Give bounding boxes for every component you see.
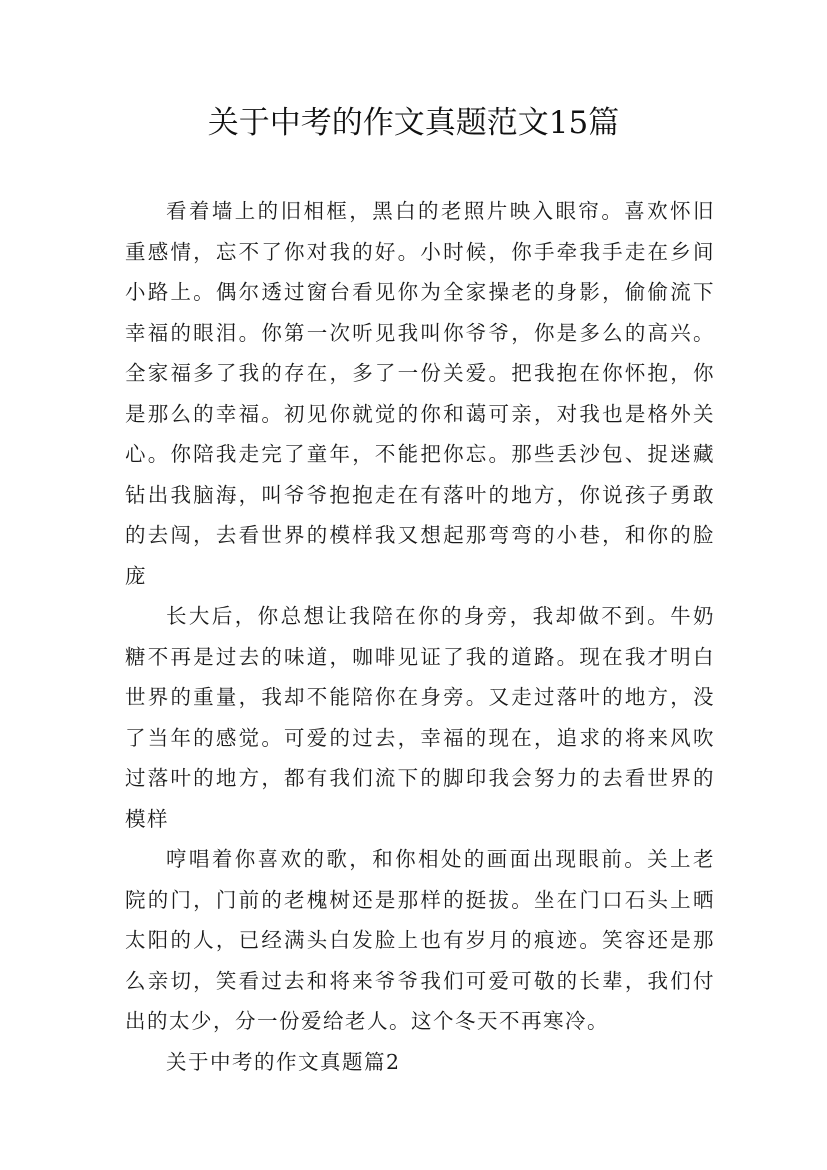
paragraph-3: 哼唱着你喜欢的歌，和你相处的画面出现眼前。关上老院的门，门前的老槐树还是那样的挺拔。坐在门口石头上晒太阳的人，已经满头白发脸上也有岁月的痕迹。笑容还是那么亲切，笑看过去和将来爷爷我们可爱可敬的长辈，我们付出的太少，分一份爱给老人。这个冬天不再寒冷。 — [125, 847, 715, 1033]
section-heading-2: 关于中考的作文真题篇2 — [166, 1049, 401, 1074]
paragraph-1: 看着墙上的旧相框，黑白的老照片映入眼帘。喜欢怀旧重感情，忘不了你对我的好。小时候，你手牵我手走在乡间小路上。偶尔透过窗台看见你为全家操老的身影，偷偷流下幸福的眼泪。你第一次听见我叫你爷爷，你是多么的高兴。全家福多了我的存在，多了一份关爱。把我抱在你怀抱，你是那么的幸福。初见你就觉的你和蔼可亲，对我也是格外关心。你陪我走完了童年，不能把你忘。那些丢沙包、捉迷藏钻出我脑海，叫爷爷抱抱走在有落叶的地方，你说孩子勇敢的去闯，去看世界的模样我又想起那弯弯的小巷，和你的脸庞 — [125, 199, 715, 588]
document-title: 关于中考的作文真题范文15篇 — [207, 105, 620, 141]
document-body — [125, 191, 715, 1082]
paragraph-2: 长大后，你总想让我陪在你的身旁，我却做不到。牛奶糖不再是过去的味道，咖啡见证了我的道路。现在我才明白世界的重量，我却不能陪你在身旁。又走过落叶的地方，没了当年的感觉。可爱的过去，幸福的现在，追求的将来风吹过落叶的地方，都有我们流下的脚印我会努力的去看世界的模样 — [125, 604, 715, 831]
